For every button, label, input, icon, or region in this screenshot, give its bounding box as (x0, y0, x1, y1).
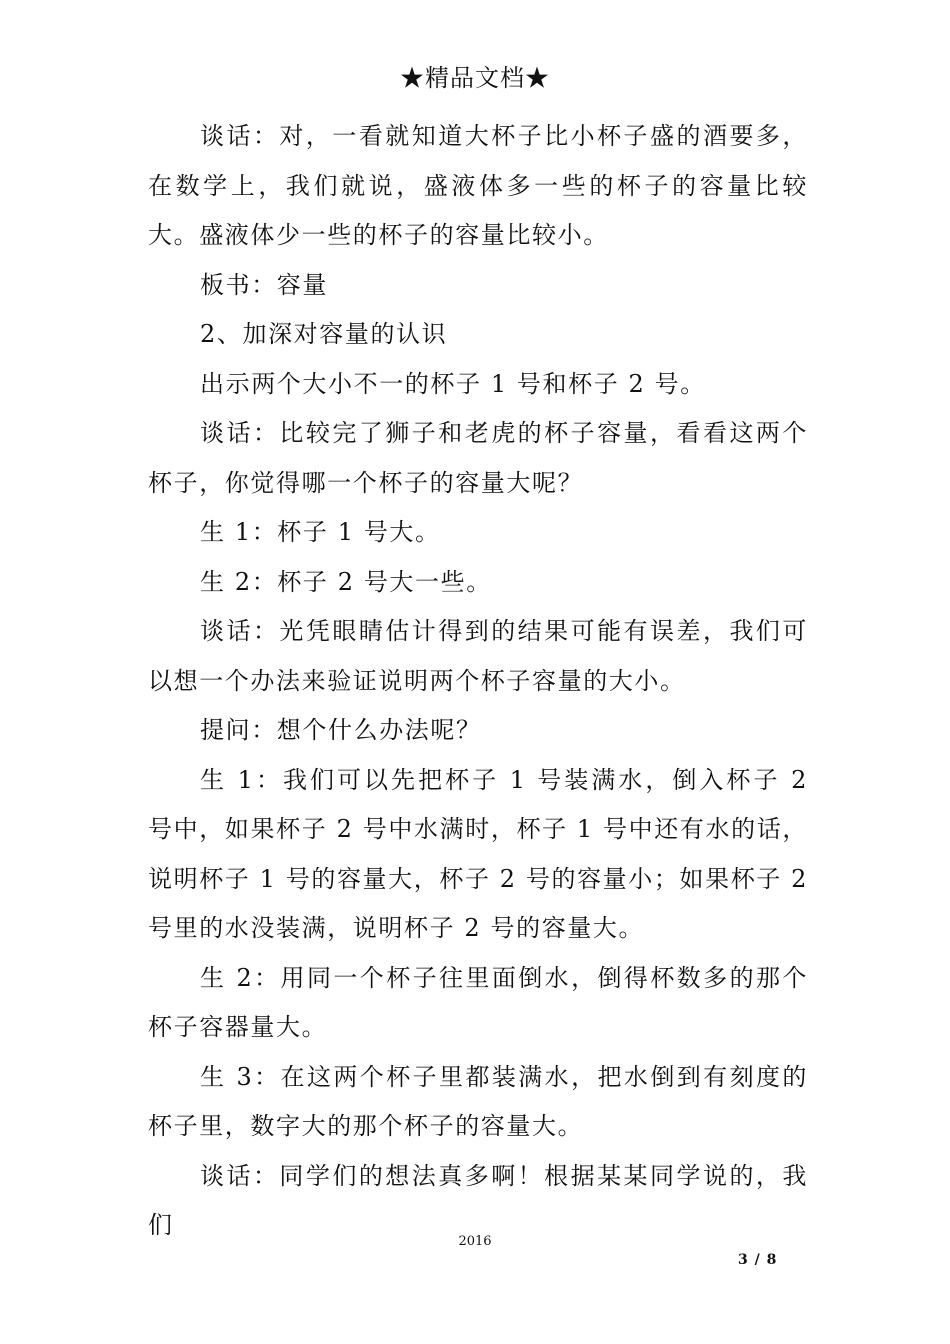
paragraph: 生 2：杯子 2 号大一些。 (200, 567, 492, 596)
paragraph: 谈话：比较完了狮子和老虎的杯子容量，看看这两个杯子，你觉得哪一个杯子的容量大呢？ (148, 419, 808, 497)
paragraph: 板书：容量 (200, 270, 328, 299)
paragraph: 生 1：杯子 1 号大。 (200, 518, 441, 546)
document-header-title: ★精品文档★ (400, 64, 550, 92)
page-number: 3 / 8 (738, 1252, 777, 1268)
paragraph: 生 2：用同一个杯子往里面倒水，倒得杯数多的那个杯子容器量大。 (148, 963, 808, 1041)
paragraph: 生 3：在这两个杯子里都装满水，把水倒到有刻度的杯子里，数字大的那个杯子的容量大。 (148, 1062, 808, 1140)
paragraph: 谈话：光凭眼睛估计得到的结果可能有误差，我们可以想一个办法来验证说明两个杯子容量的大小。 (148, 617, 808, 695)
paragraph: 生 1：我们可以先把杯子 1 号装满水，倒入杯子 2 号中，如果杯子 2 号中水满时，杯子 1 号中还有水的话，说明杯子 1 号的容量大，杯子 2 号的容量小；如果杯子 2 号里的水没装满，说明杯子 2 号的容量大。 (148, 765, 808, 942)
paragraph: 提问：想个什么办法呢？ (200, 716, 482, 744)
paragraph: 2、加深对容量的认识 (200, 320, 448, 348)
document-body (148, 112, 808, 1251)
paragraph: 谈话：同学们的想法真多啊！根据某某同学说的，我们 (148, 1161, 808, 1239)
footer-year: 2016 (458, 1234, 492, 1249)
paragraph: 谈话：对，一看就知道大杯子比小杯子盛的酒要多，在数学上，我们就说，盛液体多一些的杯子的容量比较大。盛液体少一些的杯子的容量比较小。 (148, 122, 808, 249)
paragraph: 出示两个大小不一的杯子 1 号和杯子 2 号。 (200, 369, 706, 398)
